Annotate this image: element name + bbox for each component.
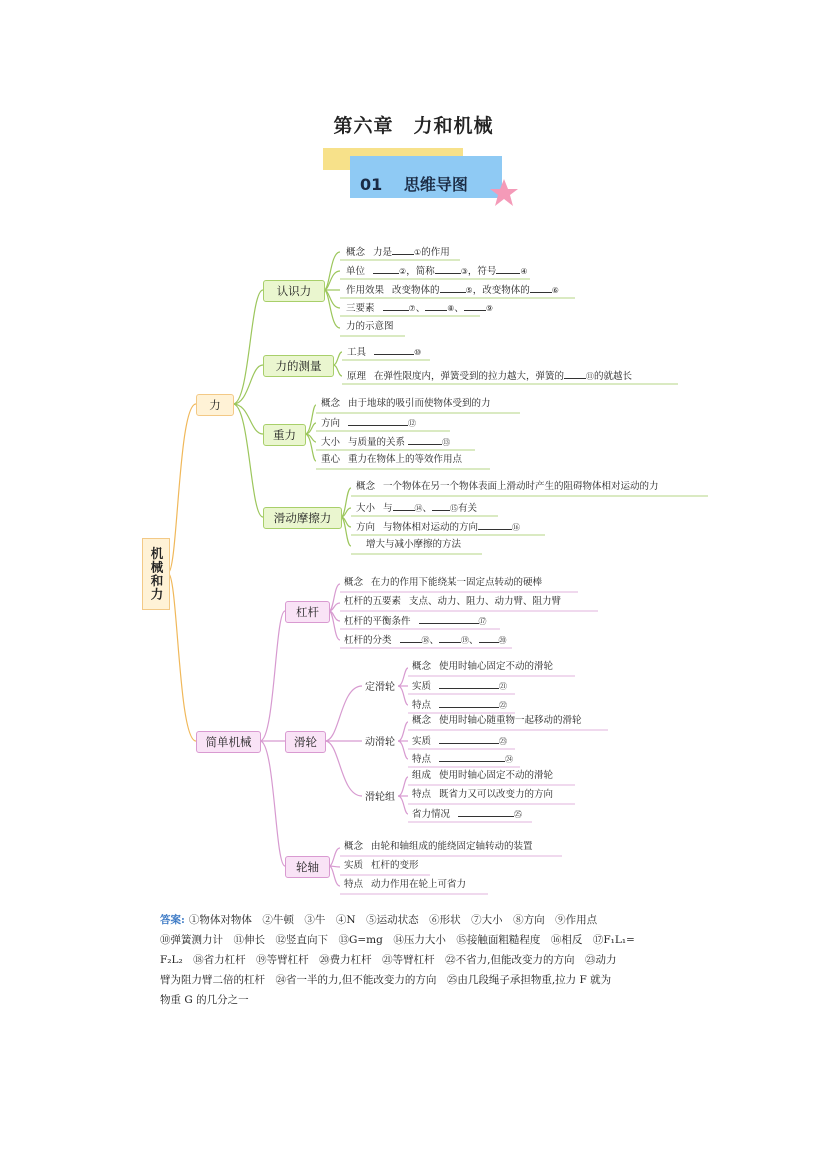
leaf-measure-tool: 工具 ⑩ bbox=[347, 344, 421, 360]
leaf-block-compose: 组成 使用时轴心固定不动的滑轮 bbox=[412, 770, 554, 781]
node-force-measure: 力的测量 bbox=[263, 355, 334, 377]
answer-line-3: F₂L₂ ⑱省力杠杆 ⑲等臂杠杆 ⑳费力杠杆 ㉑等臂杠杆 ㉒不省力,但能改变力的方向 ㉓动力 bbox=[160, 954, 617, 966]
leaf-moving-concept: 概念 使用时轴心随重物一起移动的滑轮 bbox=[412, 715, 582, 726]
node-pulley-block: 滑轮组 bbox=[365, 792, 395, 803]
leaf-lever-types: 杠杆的分类 ⑱、 ⑲、 ⑳ bbox=[344, 632, 507, 648]
node-know-force: 认识力 bbox=[263, 280, 325, 302]
leaf-lever-balance: 杠杆的平衡条件 ⑰ bbox=[344, 613, 487, 629]
leaf-force-three-elements: 三要素 ⑦、 ⑧、 ⑨ bbox=[346, 300, 493, 316]
page-title: 第六章 力和机械 bbox=[333, 115, 494, 137]
leaf-fixed-essence: 实质 ㉑ bbox=[412, 678, 507, 694]
node-simple-machine: 简单机械 bbox=[196, 731, 261, 753]
leaf-block-feature: 特点 既省力又可以改变力的方向 bbox=[412, 789, 554, 800]
leaf-fixed-concept: 概念 使用时轴心固定不动的滑轮 bbox=[412, 661, 554, 672]
answer-block bbox=[160, 910, 700, 1010]
leaf-force-concept: 概念 力是 ①的作用 bbox=[346, 244, 450, 260]
answer-line-2: ⑩弹簧测力计 ⑪伸长 ⑫竖直向下 ⑬G=mg ⑭压力大小 ⑮接触面粗糙程度 ⑯相反 ⑰F₁L₁= bbox=[160, 934, 635, 946]
leaf-axle-feature: 特点 动力作用在轮上可省力 bbox=[344, 879, 467, 890]
leaf-friction-concept: 概念 一个物体在另一个物体表面上滑动时产生的阻碍物体相对运动的力 bbox=[356, 481, 659, 492]
leaf-gravity-size: 大小 与质量的关系 ⑬ bbox=[321, 434, 450, 450]
leaf-gravity-center: 重心 重力在物体上的等效作用点 bbox=[321, 454, 463, 465]
leaf-friction-direction: 方向 与物体相对运动的方向 ⑯ bbox=[356, 519, 520, 535]
node-friction: 滑动摩擦力 bbox=[263, 507, 342, 529]
leaf-axle-essence: 实质 杠杆的变形 bbox=[344, 860, 419, 871]
leaf-measure-principle: 原理 在弹性限度内，弹簧受到的拉力越大，弹簧的 ⑪的就越长 bbox=[347, 368, 632, 384]
answer-line-4: 臂为阻力臂二倍的杠杆 ㉔省一半的力,但不能改变力的方向 ㉕由几段绳子承担物重,拉力 F 就为 bbox=[160, 974, 612, 986]
leaf-gravity-concept: 概念 由于地球的吸引而使物体受到的力 bbox=[321, 398, 491, 409]
node-force: 力 bbox=[196, 394, 234, 416]
answer-line-1: ①物体对物体 ②牛顿 ③牛 ④N ⑤运动状态 ⑥形状 ⑦大小 ⑧方向 ⑨作用点 bbox=[188, 914, 598, 926]
answer-label: 答案: bbox=[160, 914, 185, 926]
leaf-force-unit: 单位 ②，简称 ③，符号 ④ bbox=[346, 263, 528, 279]
leaf-lever-five-elements: 杠杆的五要素 支点、动力、阻力、动力臂、阻力臂 bbox=[344, 596, 562, 607]
node-fixed-pulley: 定滑轮 bbox=[365, 682, 395, 693]
node-pulley: 滑轮 bbox=[285, 731, 326, 753]
leaf-friction-methods: 增大与减小摩擦的方法 bbox=[366, 539, 462, 550]
banner-text: 01 思维导图 bbox=[360, 175, 468, 194]
leaf-lever-concept: 概念 在力的作用下能绕某一固定点转动的硬棒 bbox=[344, 577, 543, 588]
leaf-fixed-feature: 特点 ㉒ bbox=[412, 697, 507, 713]
leaf-force-effect: 作用效果 改变物体的 ⑤，改变物体的 ⑥ bbox=[346, 282, 559, 298]
leaf-friction-size: 大小 与 ⑭、 ⑮有关 bbox=[356, 500, 477, 516]
node-wheel-axle: 轮轴 bbox=[285, 856, 330, 878]
node-gravity: 重力 bbox=[263, 424, 306, 446]
answer-line-5: 物重 G 的几分之一 bbox=[160, 994, 249, 1006]
leaf-block-saving: 省力情况 ㉕ bbox=[412, 806, 522, 822]
leaf-gravity-direction: 方向 ⑫ bbox=[321, 415, 416, 431]
root-node: 机械和力 bbox=[142, 538, 170, 610]
leaf-force-diagram: 力的示意图 bbox=[346, 321, 394, 332]
leaf-axle-concept: 概念 由轮和轴组成的能绕固定轴转动的装置 bbox=[344, 841, 533, 852]
leaf-moving-essence: 实质 ㉓ bbox=[412, 733, 507, 749]
leaf-moving-feature: 特点 ㉔ bbox=[412, 751, 513, 767]
node-moving-pulley: 动滑轮 bbox=[365, 737, 395, 748]
node-lever: 杠杆 bbox=[285, 601, 330, 623]
